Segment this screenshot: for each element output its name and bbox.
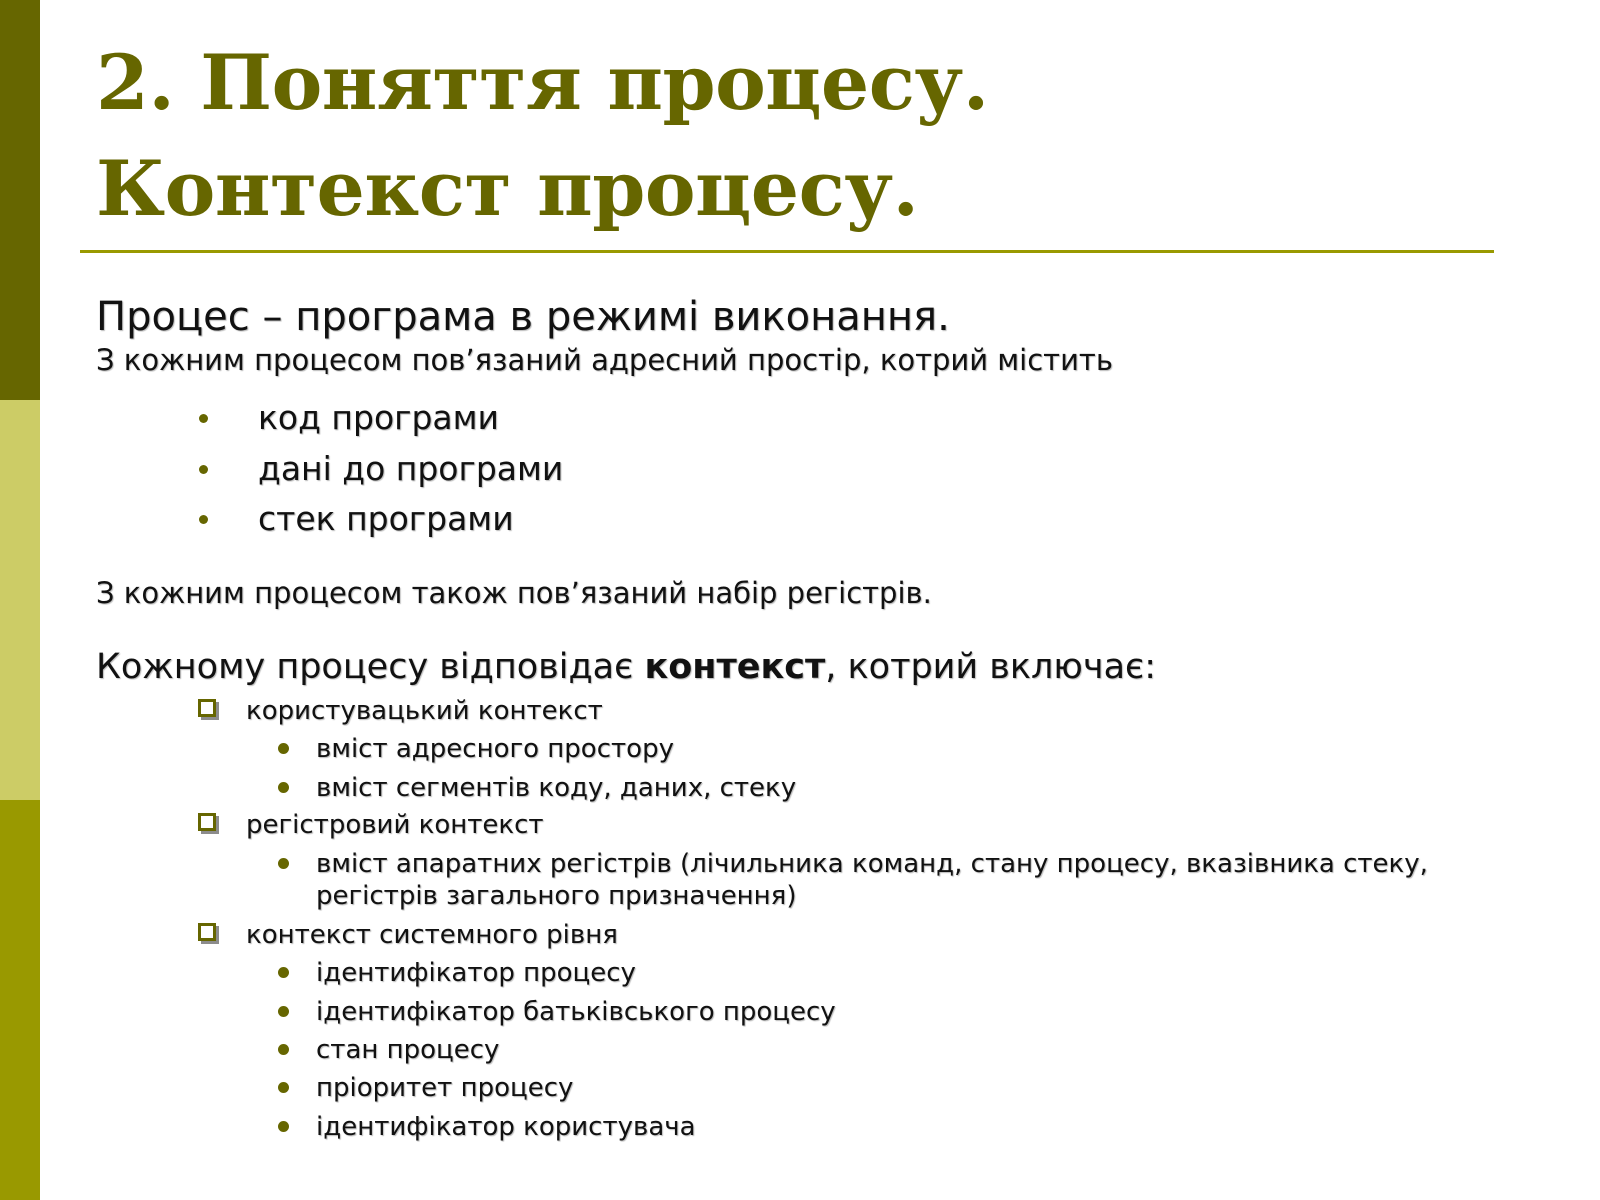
bullet-dot-icon	[199, 465, 208, 474]
context-item	[316, 772, 796, 804]
title-divider	[80, 250, 1494, 253]
slide-title-line-1: 2. Поняття процесу.	[96, 38, 989, 127]
bullet-dot-icon	[278, 967, 289, 978]
context-group-label	[246, 918, 618, 952]
bullet-dot-icon	[278, 1006, 289, 1017]
bullet-dot-icon	[278, 1082, 289, 1093]
context-item	[316, 1111, 696, 1143]
registers-note: З кожним процесом також пов’язаний набір регістрів.	[96, 576, 932, 610]
bullet-dot-icon	[278, 858, 289, 869]
bullet-dot-icon	[199, 515, 208, 524]
context-item	[316, 1072, 573, 1104]
bullet-dot-icon	[278, 743, 289, 754]
bullet-dot-icon	[278, 782, 289, 793]
context-group-label	[246, 694, 603, 728]
context-keyword: контекст	[644, 647, 826, 687]
context-item-text: ідентифікатор батьківського процесу	[316, 997, 836, 1027]
context-item	[316, 733, 674, 765]
checkbox-bullet-icon	[198, 699, 216, 717]
address-item-text: дані до програми	[258, 449, 564, 488]
bullet-dot-icon	[199, 414, 208, 423]
context-item-text: пріоритет процесу	[316, 1073, 574, 1103]
context-item	[316, 1034, 499, 1066]
address-item-text: код програми	[258, 398, 499, 437]
address-item-text: стек програми	[258, 499, 514, 538]
context-group-text: контекст системного рівня	[246, 920, 618, 950]
context-group-text: користувацький контекст	[246, 696, 603, 726]
checkbox-bullet-icon	[198, 923, 216, 941]
context-group-text: регістровий контекст	[246, 810, 544, 840]
side-bar-bottom	[0, 800, 40, 1200]
slide-title-line-2: Контекст процесу.	[96, 144, 919, 233]
side-bar-middle	[0, 400, 40, 800]
context-intro-start: Кожному процесу відповідає	[96, 647, 645, 687]
bullet-dot-icon	[278, 1044, 289, 1055]
checkbox-bullet-icon	[198, 813, 216, 831]
context-intro	[96, 644, 1156, 690]
context-item-text: стан процесу	[316, 1035, 500, 1065]
process-definition: Процес – програма в режимі виконання.	[96, 294, 950, 340]
context-item-text: ідентифікатор процесу	[316, 958, 636, 988]
slide-title	[96, 30, 989, 242]
context-intro-end: , котрий включає:	[825, 647, 1157, 687]
address-item	[258, 498, 514, 540]
context-item	[316, 996, 836, 1028]
context-item-text: ідентифікатор користувача	[316, 1112, 696, 1142]
context-item-text: вміст апаратних регістрів (лічильника команд, стану процесу, вказівника стеку, регістрів загального призначення)	[316, 849, 1428, 911]
context-item	[316, 848, 1476, 912]
bullet-dot-icon	[278, 1121, 289, 1132]
address-item	[258, 448, 563, 490]
context-item-text: вміст адресного простору	[316, 734, 674, 764]
address-space-intro: З кожним процесом пов’язаний адресний простір, котрий містить	[96, 343, 1113, 377]
side-bar-top	[0, 0, 40, 400]
context-item	[316, 957, 636, 989]
context-group-label	[246, 808, 544, 842]
context-item-text: вміст сегментів коду, даних, стеку	[316, 773, 797, 803]
address-item	[258, 397, 499, 439]
